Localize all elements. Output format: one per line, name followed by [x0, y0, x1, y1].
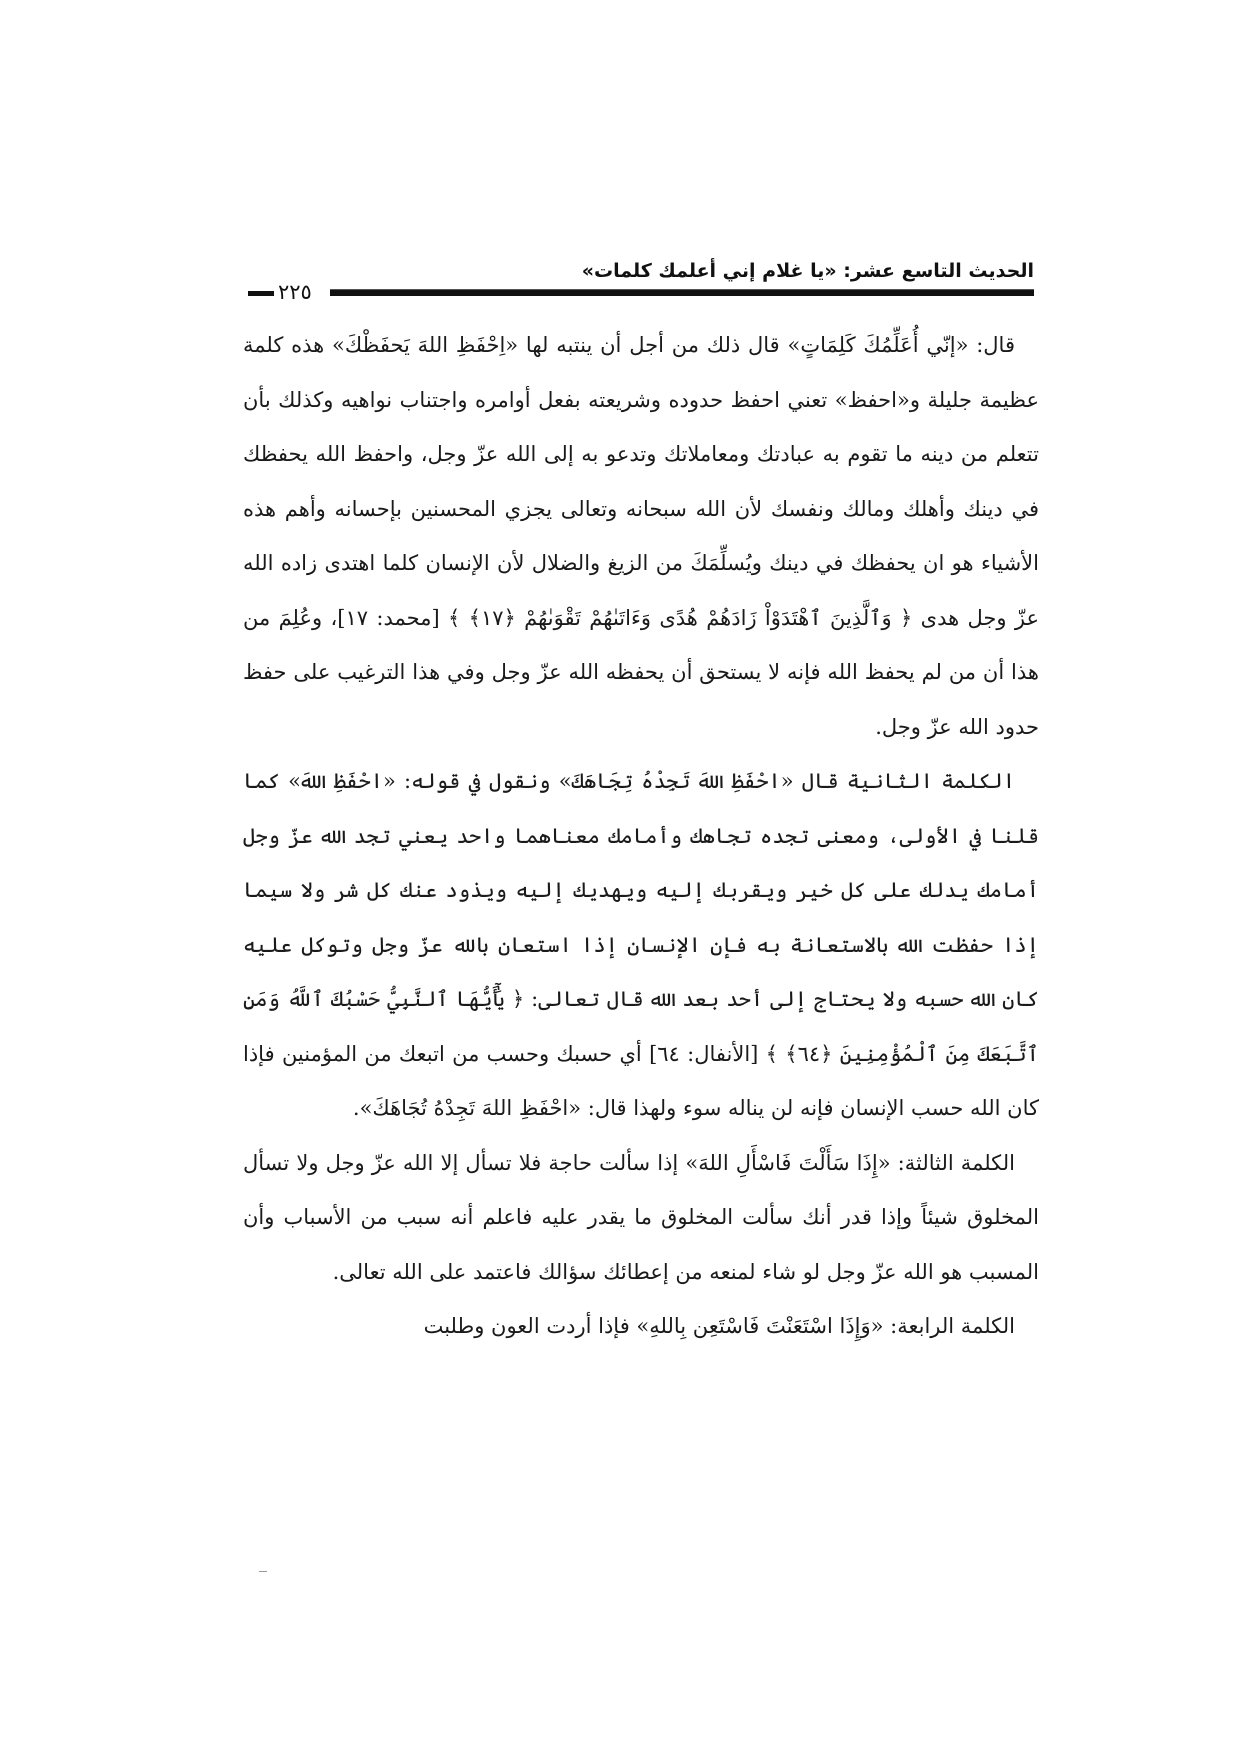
paragraph-2: الكلمة الثانية قال «احْفَظِ اللهَ تَجِدْهُ تِجَاهَكَ» ونقول في قوله: «احْفَظِ اللهَ» كما قلنا في الأولى، ومعنى تجده تجاهك وأمامك معناهما واحد يعني تجد الله عزّ وجل أمامك يدلك على كل خير ويقربك إليه ويهديك إليه ويذود عنك كل شر ولا سيما إذا حفظت الله بالاستعانة به فإن الإنسان إذا استعان بالله عزّ وجل وتوكل عليه كان الله حسبه ولا يحتاج إلى أحد بعد الله قال تعالى: ﴿ يَٰٓأَيُّهَا ٱلنَّبِيُّ حَسْبُكَ ٱللَّهُ وَمَنِ ٱتَّبَعَكَ مِنَ ٱلْمُؤْمِنِينَ ﴿٦٤﴾ ﴾ [الأنفال: ٦٤] أي حسبك وحسب من اتبعك من المؤمنين فإذا كان الله حسب الإنسان فإنه لن يناله سوء ولهذا قال: «احْفَظِ اللهَ تَجِدْهُ تُجَاهَكَ».: [243, 769, 1039, 1120]
running-header: [248, 258, 1034, 304]
page-number-ornament: [248, 291, 274, 296]
paragraph-3: الكلمة الثالثة: «إِذَا سَأَلْتَ فَاسْأَلِ اللهَ» إذا سألت حاجة فلا تسأل إلا الله عزّ وجل ولا تسأل المخلوق شيئاً وإذا قدر أنك سألت المخلوق ما يقدر عليه فاعلم أنه سبب من الأسباب وأن المسبب هو الله عزّ وجل لو شاء لمنعه من إعطائك سؤالك فاعتمد على الله تعالى.: [243, 1150, 1039, 1284]
paragraph-1: قال: «إنّي أُعَلِّمُكَ كَلِمَاتٍ» قال ذلك من أجل أن ينتبه لها «اِحْفَظِ اللهَ يَحفَظْكَ» هذه كلمة عظيمة جليلة و«احفظ» تعني احفظ حدوده وشريعته بفعل أوامره واجتناب نواهيه وكذلك بأن تتعلم من دينه ما تقوم به عبادتك ومعاملاتك وتدعو به إلى الله عزّ وجل، واحفظ الله يحفظك في دينك وأهلك ومالك ونفسك لأن الله سبحانه وتعالى يجزي المحسنين بإحسانه وأهم هذه الأشياء هو ان يحفظك في دينك ويُسلِّمَكَ من الزيغ والضلال لأن الإنسان كلما اهتدى زاده الله عزّ وجل هدى ﴿ وَٱلَّذِينَ ٱهْتَدَوْاْ زَادَهُمْ هُدًى وَءَاتَىٰهُمْ تَقْوَىٰهُمْ ﴿١٧﴾ ﴾ [محمد: ١٧]، وعُلِمَ من هذا أن من لم يحفظ الله فإنه لا يستحق أن يحفظه الله عزّ وجل وفي هذا الترغيب على حفظ حدود الله عزّ وجل.: [243, 333, 1040, 739]
header-rule: [330, 289, 1034, 296]
page-number: ٢٢٥: [278, 280, 312, 304]
paragraph-4: الكلمة الرابعة: «وَإِذَا اسْتَعَنْتَ فَاسْتَعِن بِاللهِ» فإذا أردت العون وطلبت: [423, 1314, 1015, 1338]
body-text: [243, 318, 1039, 1354]
scan-mark: [259, 1571, 267, 1572]
page-number-block: [248, 280, 328, 304]
header-title: الحديث التاسع عشر: «يا غلام إني أعلمك كلمات»: [581, 260, 1034, 282]
